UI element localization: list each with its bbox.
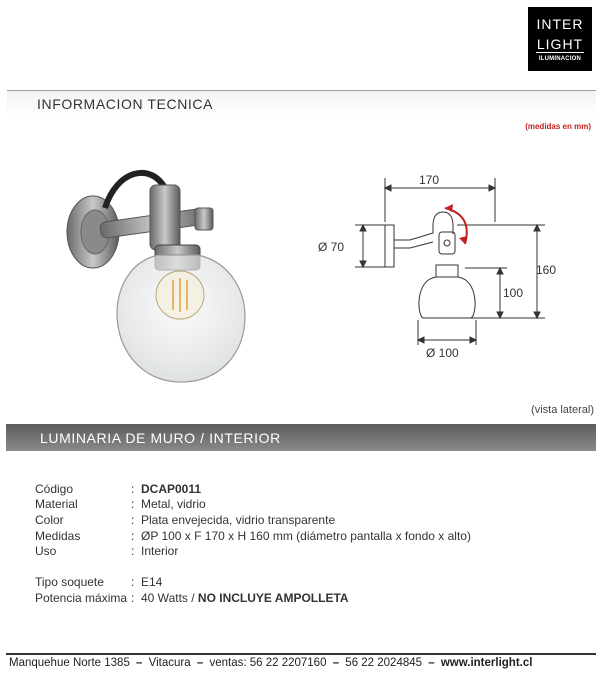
footer-address: Manquehue Norte 1385 xyxy=(9,657,130,669)
spec-value: DCAP0011 xyxy=(141,482,202,496)
footer-phone-2: 56 22 2024845 xyxy=(345,657,423,669)
footer-website-link[interactable]: www.interlight.cl xyxy=(440,657,533,669)
spec-value: 40 Watts / xyxy=(141,591,198,605)
dim-shade-height-label: 100 xyxy=(503,286,524,300)
spec-value: E14 xyxy=(141,575,163,589)
dim-shade-diameter-label: Ø 100 xyxy=(426,346,459,360)
spec-value: ØP 100 x F 170 x H 160 mm (diámetro pantalla x fondo x alto) xyxy=(141,529,471,543)
logo-line-1: INTER xyxy=(536,16,584,32)
spec-label: Material xyxy=(35,497,78,511)
tech-info-title: INFORMACION TECNICA xyxy=(37,96,214,112)
view-note: (vista lateral) xyxy=(531,404,594,416)
spec-label: Uso xyxy=(35,544,57,558)
dim-height-label: 160 xyxy=(536,263,557,277)
dim-depth-label: 170 xyxy=(419,173,440,187)
footer-city: Vitacura xyxy=(148,657,191,669)
spec-label: Color xyxy=(35,513,64,527)
technical-drawing xyxy=(305,160,575,365)
footer: Manquehue Norte 1385 – Vitacura – ventas: 56 22 2207160 – 56 22 2024845 – www.interlight.cl xyxy=(9,657,533,669)
product-photo xyxy=(55,160,270,390)
product-title: LUMINARIA DE MURO / INTERIOR xyxy=(40,430,281,446)
footer-divider xyxy=(6,653,596,655)
logo-line-2: LIGHT xyxy=(536,36,584,52)
spec-label: Tipo soquete xyxy=(35,575,104,589)
spec-value: Metal, vidrio xyxy=(141,497,206,511)
spec-value-bold: NO INCLUYE AMPOLLETA xyxy=(197,591,349,605)
spec-value: Interior xyxy=(141,544,179,558)
spec-label: Potencia máxima xyxy=(35,591,128,605)
dim-base-label: Ø 70 xyxy=(318,240,345,254)
units-note: (medidas en mm) xyxy=(525,122,591,131)
spec-label: Medidas xyxy=(35,529,81,543)
spec-value: Plata envejecida, vidrio transparente xyxy=(141,513,336,527)
brand-logo xyxy=(528,7,592,71)
spec-label: Código xyxy=(35,482,74,496)
logo-line-3: ILUMINACION xyxy=(538,56,582,62)
footer-phone-1: ventas: 56 22 2207160 xyxy=(209,657,327,669)
